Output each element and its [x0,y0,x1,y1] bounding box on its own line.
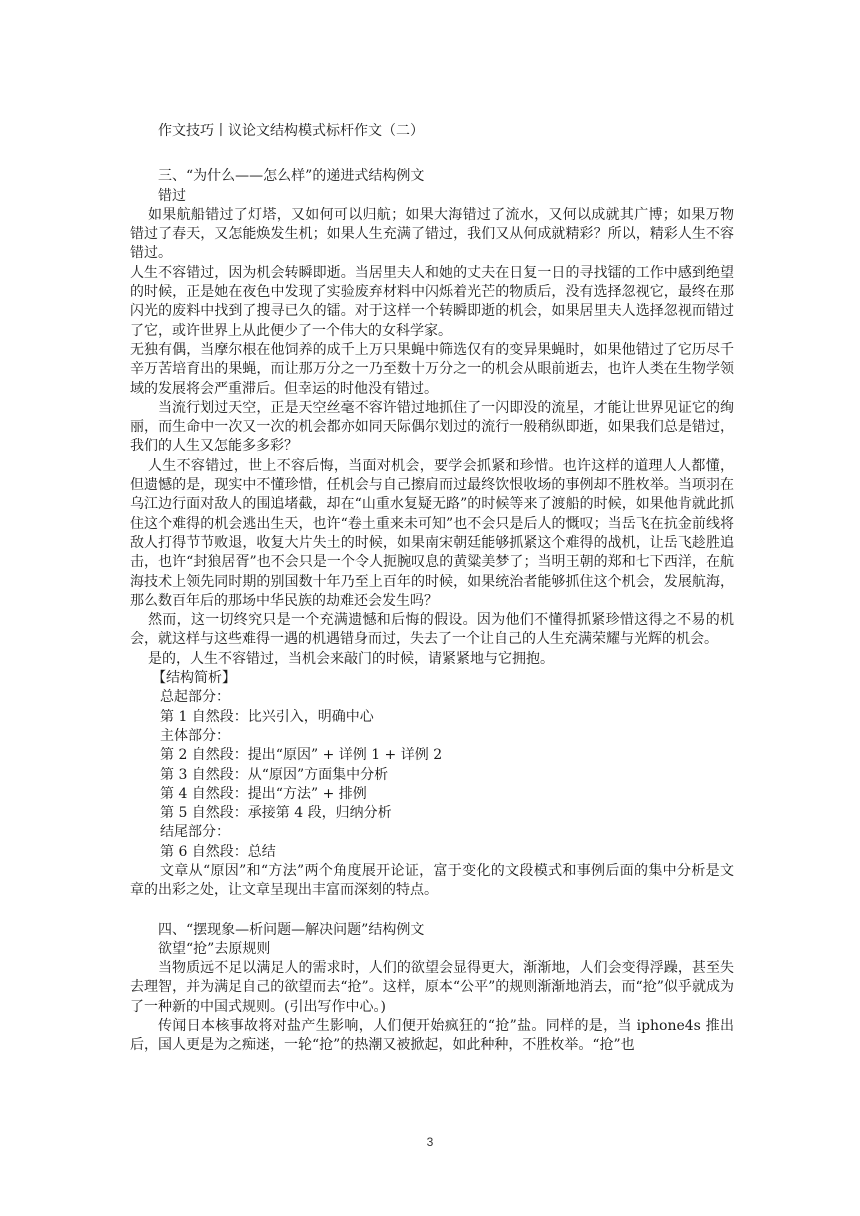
structure-line: 第 6 自然段：总结 [160,843,276,860]
structure-list [130,688,734,862]
structure-line: 总起部分： [160,689,230,706]
section3-paragraph: 然而，这一切终究只是一个充满遗憾和后悔的假设。因为他们不懂得抓紧珍惜这得之不易的机会，就这样与这些难得一遇的机遇错身而过，失去了一个让自己的人生充满荣耀与光辉的机会。 [130,612,734,648]
section3-paragraph: 是的，人生不容错过，当机会来敲门的时候，请紧紧地与它拥抱。 [148,650,554,667]
structure-line: 第 2 自然段：提出“原因” + 详例 1 + 详例 2 [160,747,443,764]
section3-paragraph: 人生不容错过，因为机会转瞬即逝。当居里夫人和她的丈夫在日复一日的寻找镭的工作中感到绝望的时候，正是她在夜色中发现了实验废弃材料中闪烁着光芒的物质后，没有选择忽视它，最终在那闪光的废料中找到了搜寻已久的镭。对于这样一个转瞬即逝的机会，如果居里夫人选择忽视而错过了它，或许世界上从此便少了一个伟大的女科学家。 [130,264,734,339]
structure-line: 第 1 自然段：比兴引入，明确中心 [160,708,374,725]
page-number: 3 [426,1135,434,1149]
document-title: 作文技巧丨议论文结构模式标杆作文（二） [158,123,424,139]
section4-heading: 四、“摆现象—析问题—解决问题”结构例文 [158,921,425,938]
section3-paragraph: 无独有偶，当摩尔根在他饲养的成千上万只果蝇中筛选仅有的变异果蝇时，如果他错过了它历尽千辛万苦培育出的果蝇，而让那万分之一乃至数十万分之一的机会从眼前逝去，也许人类在生物学领域的发展将会严重滞后。但幸运的时他没有错过。 [130,341,734,397]
structure-analysis-heading: 【结构简析】 [152,670,236,687]
section4-paragraph: 当物质远不足以满足人的需求时，人们的欲望会显得更大，渐渐地，人们会变得浮躁，甚至失去理智，并为满足自己的欲望而去“抢”。这样，原本“公平”的规则渐渐地消去，而“抢”似乎就成为了一种新的中国式规则。(引出写作中心。) [130,960,734,1015]
section4-paragraph: 传闻日本核事故将对盐产生影响，人们便开始疯狂的“抢”盐。同样的是，当 iphone4s 推出后，国人更是为之痴迷，一轮“抢”的热潮又被掀起，如此种种，不胜枚举。“抢”也 [130,1018,734,1054]
section3-essay-title: 错过 [158,187,186,204]
page-content [130,122,734,1056]
section3-heading: 三、“为什么——怎么样”的递进式结构例文 [158,168,425,185]
section3-paragraph: 当流行划过天空，正是天空丝毫不容许错过地抓住了一闪即没的流星，才能让世界见证它的绚丽，而生命中一次又一次的机会都亦如同天际偶尔划过的流行一般稍纵即逝，如果我们总是错过，我们的人生又怎能多多彩？ [130,399,734,455]
structure-line: 第 5 自然段：承接第 4 段，归纳分析 [160,805,392,822]
section3-paragraph: 如果航船错过了灯塔，又如何可以归航；如果大海错过了流水，又何以成就其广博；如果万物错过了春天，又怎能焕发生机；如果人生充满了错过，我们又从何成就精彩？所以，精彩人生不容错过。 [130,206,734,262]
section4-essay-title: 欲望“抢”去原规则 [158,940,271,957]
structure-line: 主体部分： [160,727,230,744]
structure-summary: 文章从“原因”和“方法”两个角度展开论证，富于变化的文段模式和事例后面的集中分析是文章的出彩之处，让文章呈现出丰富而深刻的特点。 [130,862,734,899]
structure-line: 结尾部分： [160,824,230,841]
structure-line: 第 3 自然段：从“原因”方面集中分析 [160,766,389,783]
structure-line: 第 4 自然段：提出“方法” + 排例 [160,785,367,802]
section3-paragraph: 人生不容错过，世上不容后悔，当面对机会，要学会抓紧和珍惜。也许这样的道理人人都懂，但遗憾的是，现实中不懂珍惜，任机会与自己擦肩而过最终饮恨收场的事例却不胜枚举。当项羽在乌江边行面对敌人的围追堵截，却在“山重水复疑无路”的时候等来了渡船的时候，如果他肯就此抓住这个难得的机会逃出生天，也许“卷土重来未可知”也不会只是后人的慨叹；当岳飞在抗金前线将敌人打得节节败退，收复大片失土的时候，如果南宋朝廷能够抓紧这个难得的战机，让岳飞趁胜追击，也许“封狼居胥”也不会只是一个令人扼腕叹息的黄粱美梦了；当明王朝的郑和七下西洋，在航海技术上领先同时期的别国数十年乃至上百年的时候，如果统治者能够抓住这个机会，发展航海，那么数百年后的那场中华民族的劫难还会发生吗？ [130,457,734,609]
